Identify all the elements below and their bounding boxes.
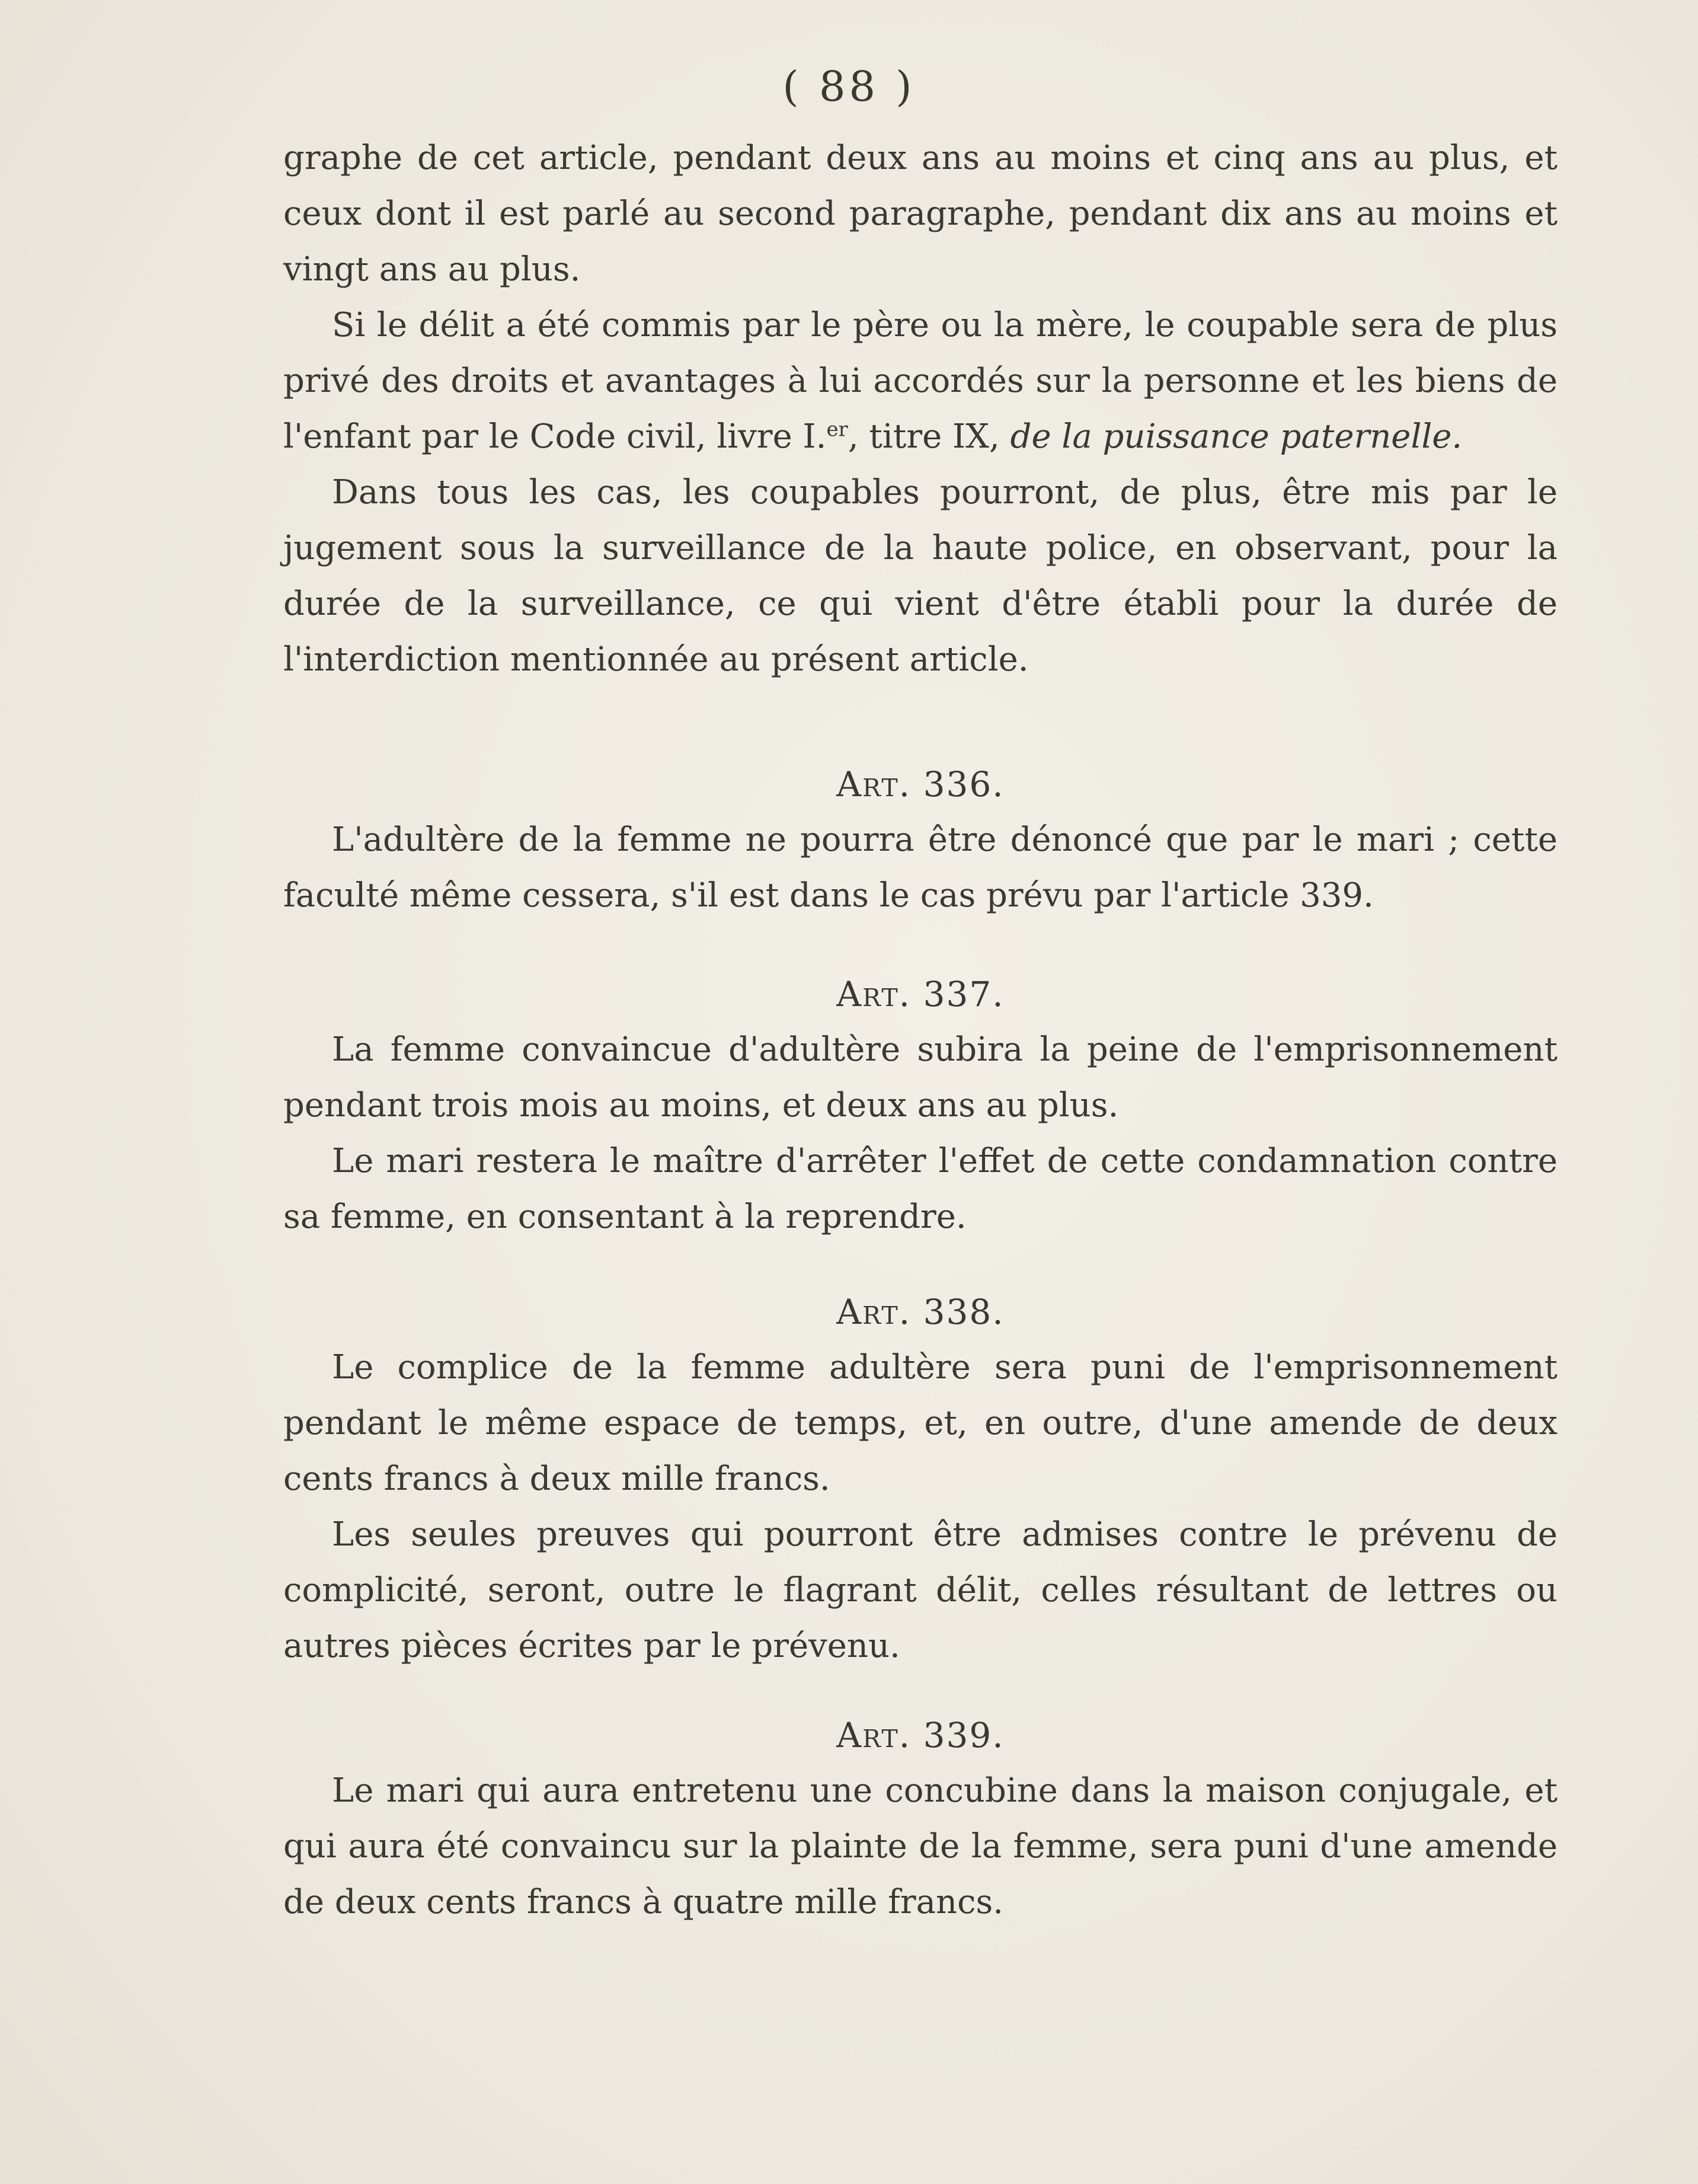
article-heading [283, 1284, 1558, 1340]
article-label: Art. [836, 1292, 912, 1332]
article-338 [283, 1284, 1558, 1674]
article-337 [283, 966, 1558, 1245]
paragraph: Le complice de la femme adultère sera puni de l'emprisonnement pendant le même espace de temps, et, en outre, d'une amende de deux cents francs à deux mille francs. [283, 1348, 1558, 1498]
paragraph: Les seules preuves qui pourront être admises contre le prévenu de complicité, seront, outre le flagrant délit, celles résultant de lettres ou autres pièces écrites par le prévenu. [283, 1515, 1558, 1665]
opening-text [283, 130, 1558, 688]
italic-title: de la puissance paternelle. [1010, 417, 1463, 456]
paragraph [283, 298, 1558, 465]
paragraph: La femme convaincue d'adultère subira la peine de l'emprisonnement pendant trois mois au moins, et deux ans au plus. [283, 1030, 1558, 1125]
article-heading [283, 966, 1558, 1022]
article-heading [283, 1707, 1558, 1763]
paragraph: Le mari restera le maître d'arrêter l'effet de cette condamnation contre sa femme, en consentant à la reprendre. [283, 1142, 1558, 1236]
paragraph-text: , titre IX, [848, 417, 1011, 456]
article-336 [283, 756, 1558, 924]
article-339 [283, 1707, 1558, 1930]
superscript: er [826, 417, 848, 442]
article-label: Art. [836, 1715, 912, 1755]
article-label: Art. [836, 764, 912, 804]
paragraph-text: Si le délit a été commis par le père ou la mère, le coupable sera de plus privé des droits et avantages à lui accordés sur la personne et les biens de l'enfant par le Code civil, livre I. [283, 306, 1558, 456]
article-number: 336. [923, 764, 1005, 804]
paragraph: L'adultère de la femme ne pourra être dénoncé que par le mari ; cette faculté même cessera, s'il est dans le cas prévu par l'article 339. [283, 820, 1558, 915]
article-heading [283, 756, 1558, 812]
article-number: 337. [923, 974, 1005, 1014]
paragraph: Le mari qui aura entretenu une concubine dans la maison conjugale, et qui aura été convaincu sur la plainte de la femme, sera puni d'une amende de deux cents francs à quatre mille francs. [283, 1771, 1558, 1921]
paragraph: graphe de cet article, pendant deux ans au moins et cinq ans au plus, et ceux dont il est parlé au second paragraphe, pendant dix ans au moins et vingt ans au plus. [283, 139, 1558, 289]
article-number: 339. [923, 1715, 1005, 1755]
article-label: Art. [836, 974, 912, 1014]
paragraph: Dans tous les cas, les coupables pourront, de plus, être mis par le jugement sous la surveillance de la haute police, en observant, pour la durée de la surveillance, ce qui vient d'être établi pour la durée de l'interdiction mentionnée au présent article. [283, 473, 1558, 679]
article-number: 338. [923, 1292, 1005, 1332]
page-number: ( 88 ) [782, 62, 916, 111]
